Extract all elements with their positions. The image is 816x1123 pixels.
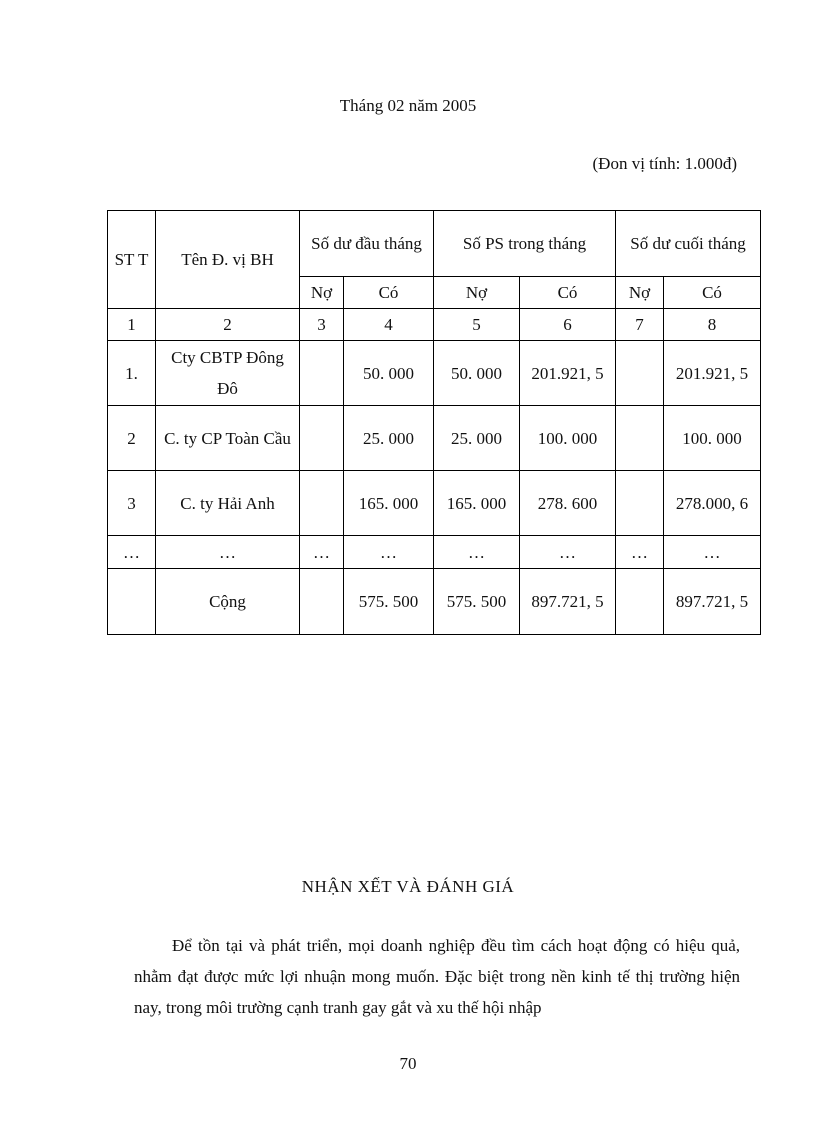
body-paragraph: Để tồn tại và phát triển, mọi doanh nghiệp đều tìm cách hoạt động có hiệu quả, nhằm đạt được mức lợi nhuận mong muốn. Đặc biệt trong nền kinh tế thị trường hiện nay, trong môi trường cạnh tranh gay gắt và xu thế hội nhập	[134, 936, 740, 1017]
column-number: 7	[616, 309, 664, 341]
month-title: Tháng 02 năm 2005	[339, 96, 477, 115]
total-stt	[108, 569, 156, 635]
row-open-credit: 50. 000	[344, 341, 434, 406]
row-close-debit	[616, 341, 664, 406]
ellipsis-cell: …	[300, 536, 344, 569]
unit-note: (Đon vị tính: 1.000đ)	[592, 154, 737, 173]
section-title: NHẬN XẾT VÀ ĐÁNH GIÁ	[301, 877, 515, 896]
header-debit: Nợ	[434, 277, 520, 309]
table-row	[108, 341, 761, 406]
header-stt: ST T	[108, 211, 156, 309]
ellipsis-cell: …	[434, 536, 520, 569]
header-credit: Có	[664, 277, 761, 309]
row-stt: 2	[108, 406, 156, 471]
table-row	[108, 406, 761, 471]
header-opening-balance: Số dư đầu tháng	[300, 211, 434, 277]
total-ps-credit: 897.721, 5	[520, 569, 616, 635]
header-period-activity: Số PS trong tháng	[434, 211, 616, 277]
ellipsis-cell: …	[664, 536, 761, 569]
row-ps-debit: 165. 000	[434, 471, 520, 536]
total-ps-debit: 575. 500	[434, 569, 520, 635]
row-ps-credit: 201.921, 5	[520, 341, 616, 406]
row-close-credit: 100. 000	[664, 406, 761, 471]
header-debit: Nợ	[616, 277, 664, 309]
column-number: 2	[156, 309, 300, 341]
column-number: 6	[520, 309, 616, 341]
total-open-debit	[300, 569, 344, 635]
row-open-credit: 25. 000	[344, 406, 434, 471]
ellipsis-cell: …	[156, 536, 300, 569]
total-close-credit: 897.721, 5	[664, 569, 761, 635]
receivables-table	[107, 210, 761, 635]
header-unit-name: Tên Đ. vị BH	[156, 211, 300, 309]
column-number: 5	[434, 309, 520, 341]
ellipsis-row	[108, 536, 761, 569]
row-ps-credit: 100. 000	[520, 406, 616, 471]
ellipsis-cell: …	[520, 536, 616, 569]
ellipsis-cell: …	[616, 536, 664, 569]
row-unit-name: Cty CBTP Đông Đô	[156, 341, 300, 406]
row-open-debit	[300, 341, 344, 406]
header-row-1	[108, 211, 761, 277]
ellipsis-cell: …	[108, 536, 156, 569]
page-number: 70	[399, 1054, 417, 1073]
header-credit: Có	[520, 277, 616, 309]
row-close-credit: 278.000, 6	[664, 471, 761, 536]
row-close-debit	[616, 471, 664, 536]
total-close-debit	[616, 569, 664, 635]
column-number: 3	[300, 309, 344, 341]
total-row	[108, 569, 761, 635]
row-open-credit: 165. 000	[344, 471, 434, 536]
table-row	[108, 471, 761, 536]
row-close-credit: 201.921, 5	[664, 341, 761, 406]
column-number: 8	[664, 309, 761, 341]
column-number: 4	[344, 309, 434, 341]
row-ps-credit: 278. 600	[520, 471, 616, 536]
row-open-debit	[300, 406, 344, 471]
row-unit-name: C. ty Hải Anh	[156, 471, 300, 536]
total-label: Cộng	[156, 569, 300, 635]
row-ps-debit: 50. 000	[434, 341, 520, 406]
ellipsis-cell: …	[344, 536, 434, 569]
header-debit: Nợ	[300, 277, 344, 309]
header-credit: Có	[344, 277, 434, 309]
row-stt: 3	[108, 471, 156, 536]
row-stt: 1.	[108, 341, 156, 406]
row-close-debit	[616, 406, 664, 471]
column-number: 1	[108, 309, 156, 341]
total-open-credit: 575. 500	[344, 569, 434, 635]
row-unit-name: C. ty CP Toàn Cầu	[156, 406, 300, 471]
column-number-row	[108, 309, 761, 341]
header-closing-balance: Số dư cuối tháng	[616, 211, 761, 277]
row-open-debit	[300, 471, 344, 536]
row-ps-debit: 25. 000	[434, 406, 520, 471]
